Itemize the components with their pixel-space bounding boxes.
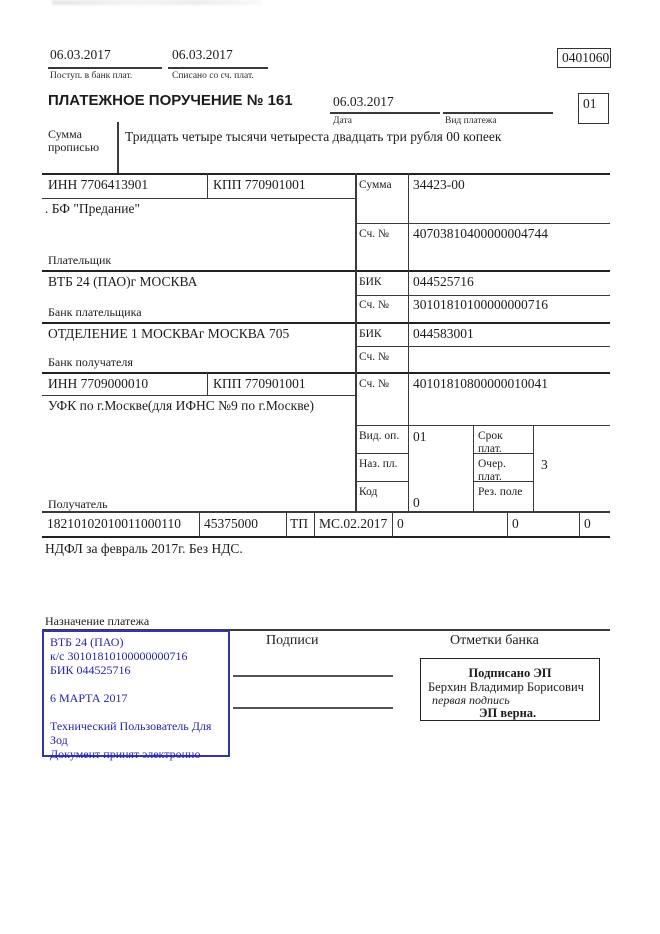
benef-inn: ИНН 7709000010 [48,376,149,391]
date-received-label: Поступ. в банк плат. [50,71,133,81]
stamp-line [50,677,228,691]
grid-line [473,425,474,512]
reserve-label: Рез. поле [478,486,523,498]
form-code: 0401060 [562,50,610,65]
esign-stamp [420,658,600,721]
date-received: 06.03.2017 [50,47,111,62]
grid-line [42,198,355,199]
purpose-section-label: Назначение платежа [45,614,150,628]
payer-bank-section-label: Банк плательщика [48,305,142,319]
status-code-box [578,93,609,124]
benef-bank-bik: 044583001 [413,326,474,341]
amount-words: Тридцать четыре тысячи четыреста двадцать три рубля 00 копеек [125,129,502,144]
grid-line [355,481,408,482]
due-label: Срок плат. [478,430,503,455]
grid-line [42,322,610,324]
payer-bank-name: ВТБ 24 (ПАО)г МОСКВА [48,274,198,289]
grid-line [579,512,580,537]
esign-kind: первая подпись [432,693,510,707]
op-kind-label: Вид. оп. [359,430,400,442]
signatures-label: Подписи [266,633,319,648]
benef-bank-section-label: Банк получателя [48,355,133,369]
purpose-text: НДФЛ за февраль 2017г. Без НДС. [45,541,243,556]
grid-line [507,512,508,537]
priority-value: 3 [541,457,548,472]
stamp-line: Документ принят электронно [50,747,201,761]
grid-line [355,346,610,347]
code-value: 0 [413,495,420,510]
esign-signer: Берхин Владимир Борисович [428,680,584,694]
grid-line [286,512,287,537]
priority-label: Очер. плат. [478,458,506,483]
payer-name: . БФ "Предание" [45,201,140,216]
purpose-code-label: Наз. пл. [359,458,398,470]
grid-line [533,425,534,512]
tax-basis: ТП [290,516,308,531]
tax-period: МС.02.2017 [319,516,388,531]
stamp-line: Технический Пользователь Для [50,719,212,733]
date-underline [330,112,440,114]
grid-line [207,372,208,395]
benef-account-label: Сч. № [359,378,390,390]
benef-bank-name: ОТДЕЛЕНИЕ 1 МОСКВАг МОСКВА 705 [48,326,290,341]
tax-oktmo: 45375000 [204,516,258,531]
payer-bank-account: 30101810100000000716 [413,297,548,312]
signature-line [233,707,393,709]
grid-line [355,453,408,454]
date-debited: 06.03.2017 [172,47,233,62]
payer-account-label: Сч. № [359,228,390,240]
stamp-line: ВТБ 24 (ПАО) [50,635,124,649]
benef-section-label: Получатель [48,497,108,511]
grid-line [199,512,200,537]
payer-section-label: Плательщик [48,253,112,267]
document-date: 06.03.2017 [333,94,394,109]
esign-title: Подписано ЭП [468,666,552,680]
payer-inn: ИНН 7706413901 [48,177,149,192]
bank-stamp [42,630,230,761]
benef-bank-account-label: Сч. № [359,351,390,363]
grid-line [355,425,610,426]
tax-doc-date: 0 [512,516,519,531]
grid-line [42,173,610,175]
document-title: ПЛАТЕЖНОЕ ПОРУЧЕНИЕ № 161 [48,92,293,109]
stamp-line [50,705,228,719]
stamp-line: к/с 30101810100000000716 [50,649,188,663]
amount-divider [117,122,119,173]
date-received-underline [48,67,162,69]
benef-name: УФК по г.Москве(для ИФНС №9 по г.Москве) [48,398,314,413]
sum-value: 34423-00 [413,177,465,192]
esign-verdict: ЭП верна. [479,706,537,720]
grid-line [42,511,610,513]
stamp-line: Зод [50,733,68,747]
date-label: Дата [333,116,352,126]
payer-bank-bik-label: БИК [359,276,382,288]
tax-type: 0 [584,516,591,531]
sum-label: Сумма [359,179,392,191]
benef-kpp: КПП 770901001 [213,376,306,391]
tax-doc-number: 0 [397,516,404,531]
bank-marks-label: Отметки банка [450,633,539,648]
date-debited-label: Списано со сч. плат. [172,71,254,81]
payer-bank-account-label: Сч. № [359,299,390,311]
date-debited-underline [168,67,268,69]
grid-line [392,512,393,537]
status-code: 01 [583,96,597,111]
payer-bank-bik: 044525716 [413,274,474,289]
grid-line [314,512,315,537]
op-kind: 01 [413,429,427,444]
benef-bank-bik-label: БИК [359,328,382,340]
payer-account: 40703810400000004744 [413,226,548,241]
benef-account: 40101810800000010041 [413,376,548,391]
stamp-line: 6 МАРТА 2017 [50,691,128,705]
signature-line [233,675,393,677]
tax-kbk: 18210102010011000110 [47,516,181,531]
grid-line [42,270,610,272]
scan-artifact [52,0,262,5]
grid-line [42,536,610,538]
grid-line [355,223,610,224]
stamp-line: БИК 044525716 [50,663,131,677]
payment-kind-label: Вид платежа [445,116,497,126]
grid-line [408,173,409,512]
grid-line [207,173,208,198]
payer-kpp: КПП 770901001 [213,177,306,192]
amount-words-label: Сумма прописью [48,127,100,155]
payment-kind-underline [443,112,553,114]
grid-line [42,395,355,396]
grid-line [355,173,357,512]
grid-line [42,372,610,374]
code-label: Код [359,486,378,498]
form-code-box [557,48,611,68]
